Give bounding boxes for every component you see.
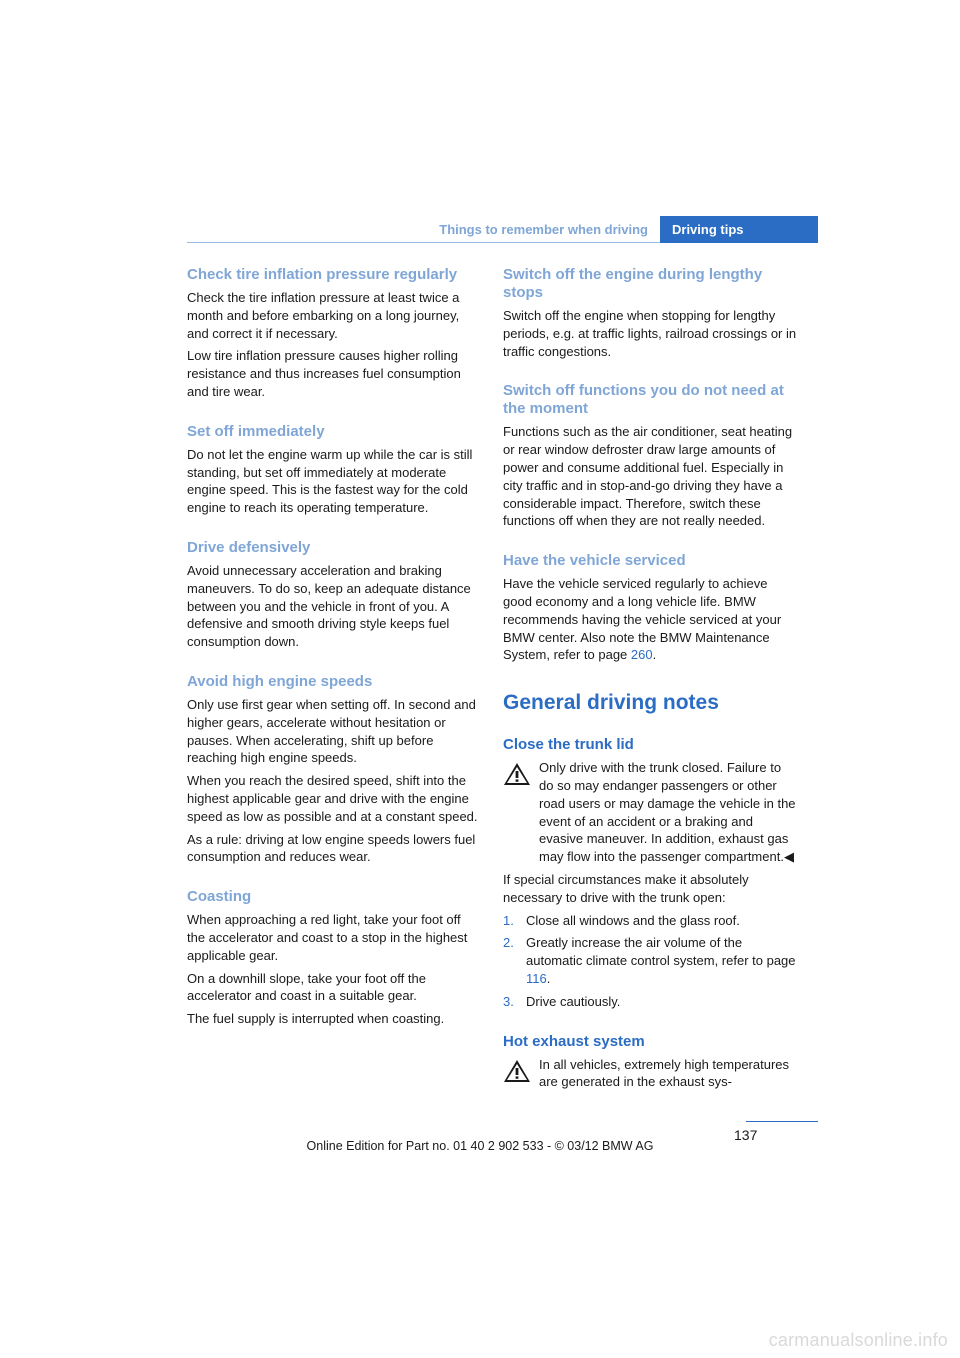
paragraph: Functions such as the air conditioner, seat heating or rear window defroster draw large amounts of power and consume additional fuel. Especially in city traffic and in stop-and-go driving they have a considerable impact. Therefore, switch these functions off when they are not really needed. (503, 424, 793, 529)
list-item: 2. Greatly increase the air volume of the automatic climate control system, refer to page 116. (503, 935, 796, 986)
left-column (187, 266, 482, 1033)
header-rule (187, 242, 660, 243)
paragraph: Check the tire inflation pressure at least twice a month and before embarking on a long journey, and correct it if necessary. (187, 290, 460, 341)
warning-icon (503, 762, 531, 786)
heading-hot-exhaust: Hot exhaust system (503, 1032, 645, 1050)
paragraph: When approaching a red light, take your foot off the accelerator and coast to a stop in the highest applicable gear. (187, 912, 468, 963)
heading-avoid-high-speeds: Avoid high engine speeds (187, 672, 373, 690)
warning-text: In all vehicles, extremely high temperatures are generated in the exhaust sys- (539, 1056, 790, 1090)
heading-close-trunk: Close the trunk lid (503, 736, 634, 754)
page-link-116[interactable]: 116 (526, 970, 547, 986)
heading-tire-pressure: Check tire inflation pressure regularly (187, 266, 458, 283)
list-item: 1. Close all windows and the glass roof. (503, 912, 740, 928)
section-title: Things to remember when driving (439, 222, 648, 237)
paragraph: If special circumstances make it absolutely necessary to drive with the trunk open: (503, 871, 749, 905)
paragraph: Avoid unnecessary acceleration and braking maneuvers. To do so, keep an adequate distance between you and the vehicle in front of you. A defensive and smooth driving style keeps fuel consumption down. (187, 562, 471, 650)
paragraph: Only use first gear when setting off. In second and higher gears, accelerate without hesitation or pauses. When accelerating, shift up before reaching high engine speeds. (187, 696, 476, 766)
warning-icon (503, 1059, 531, 1083)
right-column (503, 266, 798, 1096)
warning-block (503, 1056, 798, 1092)
chapter-tab: Driving tips (660, 216, 818, 243)
paragraph: Have the vehicle serviced regularly to achieve good economy and a long vehicle life. BMW recommends having the vehicle serviced at your BMW center. Also note the BMW Maintenance System, refer to page 260. (503, 576, 782, 663)
heading-set-off: Set off immediately (187, 422, 325, 440)
paragraph: As a rule: driving at low engine speeds lowers fuel consumption and reduces wear. (187, 831, 476, 865)
paragraph: On a downhill slope, take your foot off the accelerator and coast in a suitable gear. (187, 970, 426, 1004)
paragraph: The fuel supply is interrupted when coasting. (187, 1011, 445, 1027)
running-header (187, 216, 818, 243)
paragraph: Do not let the engine warm up while the car is still standing, but set off immediately at moderate engine speed. This is the fastest way for the cold engine to reach its operating temperature. (187, 446, 473, 516)
page-link-260[interactable]: 260 (630, 647, 653, 663)
heading-switch-off-engine: Switch off the engine during lengthy stops (503, 266, 763, 301)
page-number: 137 (734, 1127, 758, 1143)
heading-switch-off-functions: Switch off functions you do not need at the moment (503, 382, 784, 418)
paragraph: Switch off the engine when stopping for lengthy periods, e.g. at traffic lights, railroad crossings or in traffic congestions. (503, 308, 797, 359)
paragraph: When you reach the desired speed, shift into the highest applicable gear and drive with the engine speed as low as possible and at a constant speed. (187, 773, 478, 824)
list-item: 3. Drive cautiously. (503, 993, 621, 1009)
warning-text: Only drive with the trunk closed. Failure to do so may endanger passengers or other road users or may damage the vehicle in the event of an accident or a braking and evasive maneuver. In addition, exhaust gas may flow into the passenger compartment.◀ (539, 760, 796, 865)
heading-drive-defensively: Drive defensively (187, 538, 311, 556)
heading-coasting: Coasting (187, 888, 252, 906)
heading-vehicle-serviced: Have the vehicle serviced (503, 552, 686, 570)
end-mark: ◀ (783, 849, 794, 865)
warning-block (503, 759, 798, 866)
watermark: carmanualsonline.info (768, 1330, 948, 1350)
footer-rule (746, 1121, 818, 1122)
major-heading: General driving notes (503, 691, 719, 715)
numbered-list (503, 912, 798, 1011)
paragraph: Low tire inflation pressure causes higher rolling resistance and thus increases fuel consumption and tire wear. (187, 348, 461, 399)
footer-text: Online Edition for Part no. 01 40 2 902 533 - © 03/12 BMW AG (306, 1139, 654, 1153)
